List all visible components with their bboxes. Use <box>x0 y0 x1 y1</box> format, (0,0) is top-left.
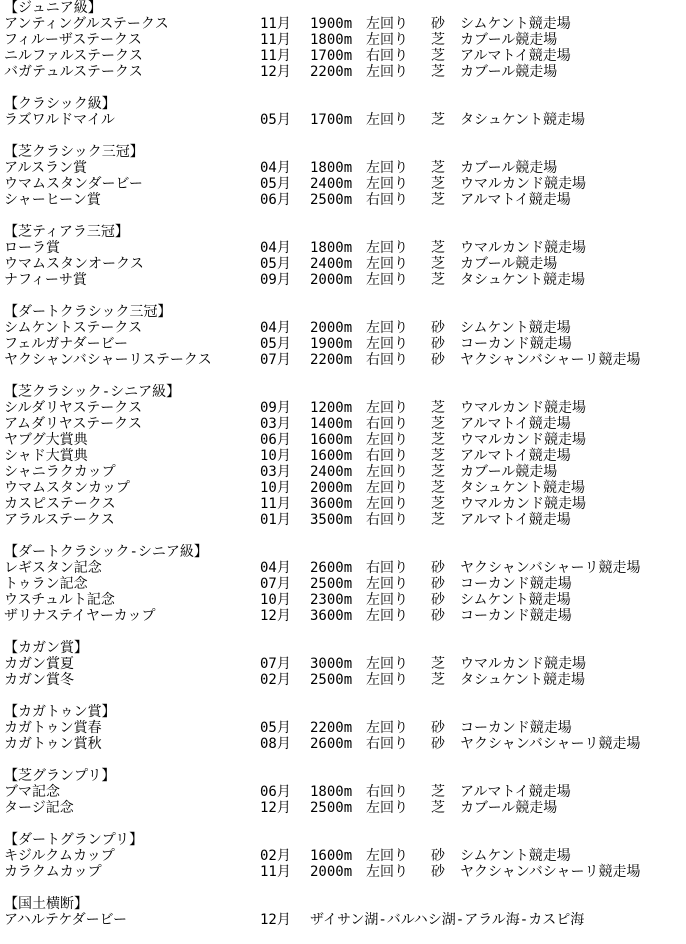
race-row <box>4 240 684 256</box>
race-row <box>4 352 684 368</box>
section-heading <box>4 832 684 848</box>
race-name: ブマ記念 <box>4 784 60 800</box>
section-heading <box>4 224 684 240</box>
race-month: 02月 <box>260 848 291 864</box>
race-surface: 芝 <box>431 112 445 128</box>
race-direction: 左回り <box>366 272 408 288</box>
section-heading <box>4 384 684 400</box>
race-venue: ウマルカンド競走場 <box>460 656 586 672</box>
race-row <box>4 608 684 624</box>
race-name: ウマムスタンカップ <box>4 480 130 496</box>
section-heading <box>4 768 684 784</box>
race-venue: シムケント競走場 <box>460 848 571 864</box>
race-surface: 芝 <box>431 480 445 496</box>
race-venue: シムケント競走場 <box>460 592 571 608</box>
race-name: フェルガナダービー <box>4 336 129 352</box>
race-distance: 2500m <box>310 192 353 208</box>
race-direction: 左回り <box>366 112 408 128</box>
race-distance: 2400m <box>310 176 353 192</box>
race-section <box>4 224 684 288</box>
section-heading <box>4 640 684 656</box>
race-surface: 砂 <box>431 320 445 336</box>
race-surface: 芝 <box>431 64 445 80</box>
race-name: シャニラクカップ <box>4 464 116 480</box>
race-surface: 砂 <box>431 608 445 624</box>
race-month: 06月 <box>260 192 291 208</box>
section-heading <box>4 304 684 320</box>
race-name: アルスラン賞 <box>4 160 88 176</box>
race-section <box>4 640 684 688</box>
race-month: 11月 <box>260 32 291 48</box>
race-distance: 3600m <box>310 608 353 624</box>
race-distance: 2400m <box>310 464 353 480</box>
race-direction: 右回り <box>366 448 408 464</box>
race-section <box>4 704 684 752</box>
race-row <box>4 720 684 736</box>
race-direction: 左回り <box>366 800 408 816</box>
race-name: アムダリヤステークス <box>4 416 143 432</box>
race-row <box>4 112 684 128</box>
race-surface: 砂 <box>431 864 445 880</box>
race-name: シャーヒーン賞 <box>4 192 101 208</box>
section-heading <box>4 544 684 560</box>
race-distance: 2200m <box>310 352 353 368</box>
race-row <box>4 48 684 64</box>
race-distance: 2400m <box>310 256 353 272</box>
race-row <box>4 480 684 496</box>
race-surface: 砂 <box>431 736 445 752</box>
race-direction: 右回り <box>366 352 408 368</box>
race-name: シャド大賞典 <box>4 448 88 464</box>
race-surface: 芝 <box>431 192 445 208</box>
race-surface: 芝 <box>431 448 445 464</box>
race-row <box>4 672 684 688</box>
race-row <box>4 736 684 752</box>
race-month: 09月 <box>260 272 291 288</box>
race-row <box>4 432 684 448</box>
race-month: 03月 <box>260 464 291 480</box>
race-surface: 砂 <box>431 336 445 352</box>
race-row <box>4 448 684 464</box>
race-month: 12月 <box>260 912 291 928</box>
race-venue: カブール競走場 <box>460 160 558 176</box>
race-name: シルダリヤステークス <box>4 400 143 416</box>
race-name: ナフィーサ賞 <box>4 272 87 288</box>
race-surface: 芝 <box>431 432 445 448</box>
race-route: ザイサン湖-バルハシ湖-アラル海-カスピ海 <box>310 912 585 928</box>
race-row <box>4 336 684 352</box>
section-heading-text: 【ダートグランプリ】 <box>4 832 144 848</box>
race-surface: 芝 <box>431 512 445 528</box>
race-name: カガン賞冬 <box>4 672 74 688</box>
race-row <box>4 848 684 864</box>
race-surface: 砂 <box>431 352 445 368</box>
race-venue: コーカンド競走場 <box>460 576 572 592</box>
race-direction: 左回り <box>366 592 408 608</box>
race-direction: 左回り <box>366 400 408 416</box>
race-surface: 砂 <box>431 560 445 576</box>
race-distance: 2200m <box>310 64 353 80</box>
race-row <box>4 256 684 272</box>
race-surface: 芝 <box>431 416 445 432</box>
race-section <box>4 304 684 368</box>
race-direction: 左回り <box>366 256 408 272</box>
race-row <box>4 320 684 336</box>
race-row <box>4 576 684 592</box>
race-distance: 2600m <box>310 560 353 576</box>
race-month: 12月 <box>260 608 291 624</box>
race-row <box>4 32 684 48</box>
race-schedule-document <box>4 0 684 944</box>
race-name: カラクムカップ <box>4 864 102 880</box>
race-month: 04月 <box>260 160 291 176</box>
race-name: カガトゥン賞春 <box>4 720 102 736</box>
race-name: ウマムスタンダービー <box>4 176 143 192</box>
race-venue: ヤクシャンバシャーリ競走場 <box>460 864 641 880</box>
race-month: 06月 <box>260 784 291 800</box>
race-distance: 2500m <box>310 800 353 816</box>
race-month: 04月 <box>260 560 291 576</box>
race-surface: 芝 <box>431 784 445 800</box>
race-month: 12月 <box>260 800 291 816</box>
race-section <box>4 0 684 80</box>
race-surface: 芝 <box>431 176 445 192</box>
race-row <box>4 64 684 80</box>
race-surface: 芝 <box>431 672 445 688</box>
race-distance: 1900m <box>310 16 353 32</box>
race-distance: 2600m <box>310 736 353 752</box>
race-surface: 芝 <box>431 48 445 64</box>
race-name: レギスタン記念 <box>4 560 102 576</box>
race-name: フィルーザステークス <box>4 32 142 48</box>
race-surface: 砂 <box>431 16 445 32</box>
race-month: 11月 <box>260 864 291 880</box>
race-name: タージ記念 <box>4 800 74 816</box>
race-month: 12月 <box>260 64 291 80</box>
section-heading <box>4 896 684 912</box>
race-distance: 1800m <box>310 784 353 800</box>
race-direction: 左回り <box>366 656 408 672</box>
race-row <box>4 656 684 672</box>
section-heading-text: 【芝グランプリ】 <box>4 768 116 784</box>
race-direction: 右回り <box>366 192 408 208</box>
race-surface: 砂 <box>431 848 445 864</box>
race-distance: 1800m <box>310 160 353 176</box>
race-venue: シムケント競走場 <box>460 320 571 336</box>
race-direction: 左回り <box>366 240 408 256</box>
race-direction: 左回り <box>366 464 408 480</box>
section-heading-text: 【ジュニア級】 <box>4 0 102 16</box>
race-direction: 左回り <box>366 64 408 80</box>
race-name: ウスチュルト記念 <box>4 592 115 608</box>
section-heading-text: 【芝クラシック-シニア級】 <box>4 384 181 400</box>
race-distance: 2500m <box>310 672 353 688</box>
race-surface: 芝 <box>431 656 445 672</box>
race-month: 07月 <box>260 576 291 592</box>
race-section <box>4 768 684 816</box>
race-direction: 右回り <box>366 784 408 800</box>
race-distance: 1600m <box>310 848 353 864</box>
race-venue: カブール競走場 <box>460 64 558 80</box>
section-heading-text: 【国土横断】 <box>4 896 88 912</box>
race-name: ローラ賞 <box>4 240 60 256</box>
race-distance: 1800m <box>310 240 353 256</box>
race-direction: 右回り <box>366 512 408 528</box>
section-heading-text: 【ダートクラシック三冠】 <box>4 304 172 320</box>
race-distance: 2200m <box>310 720 353 736</box>
race-direction: 左回り <box>366 848 408 864</box>
race-month: 05月 <box>260 256 291 272</box>
race-section <box>4 544 684 624</box>
race-direction: 左回り <box>366 160 408 176</box>
section-heading-text: 【クラシック級】 <box>4 96 116 112</box>
race-venue: コーカンド競走場 <box>460 608 572 624</box>
race-month: 07月 <box>260 352 291 368</box>
race-row <box>4 496 684 512</box>
race-month: 03月 <box>260 416 291 432</box>
race-month: 11月 <box>260 48 291 64</box>
race-row <box>4 16 684 32</box>
race-name: トゥラン記念 <box>4 576 88 592</box>
race-row <box>4 176 684 192</box>
race-row <box>4 400 684 416</box>
race-distance: 3600m <box>310 496 353 512</box>
race-venue: ヤクシャンバシャーリ競走場 <box>460 736 641 752</box>
race-venue: カブール競走場 <box>460 32 558 48</box>
race-venue: ヤクシャンバシャーリ競走場 <box>460 560 641 576</box>
race-direction: 左回り <box>366 496 408 512</box>
race-month: 10月 <box>260 448 291 464</box>
race-section <box>4 896 684 928</box>
race-name: シムケントステークス <box>4 320 143 336</box>
section-heading-text: 【カガトゥン賞】 <box>4 704 116 720</box>
race-direction: 左回り <box>366 176 408 192</box>
section-heading <box>4 96 684 112</box>
race-venue: カブール競走場 <box>460 800 558 816</box>
race-venue: シムケント競走場 <box>460 16 571 32</box>
race-venue: アルマトイ競走場 <box>460 416 571 432</box>
race-surface: 芝 <box>431 240 445 256</box>
race-row <box>4 416 684 432</box>
race-name: ニルファルステークス <box>4 48 143 64</box>
race-direction: 左回り <box>366 608 408 624</box>
race-name: カスピステークス <box>4 496 116 512</box>
race-row <box>4 160 684 176</box>
race-row <box>4 464 684 480</box>
race-month: 02月 <box>260 672 291 688</box>
race-name: ヤクシャンバシャーリステークス <box>4 352 212 368</box>
section-heading-text: 【芝ティアラ三冠】 <box>4 224 129 240</box>
section-heading-text: 【芝クラシック三冠】 <box>4 144 144 160</box>
race-venue: コーカンド競走場 <box>460 336 572 352</box>
race-row <box>4 912 684 928</box>
race-row <box>4 784 684 800</box>
race-month: 05月 <box>260 176 291 192</box>
race-distance: 2000m <box>310 480 353 496</box>
race-direction: 左回り <box>366 864 408 880</box>
race-distance: 1600m <box>310 432 353 448</box>
race-direction: 左回り <box>366 480 408 496</box>
race-direction: 左回り <box>366 672 408 688</box>
race-name: ウマムスタンオークス <box>4 256 144 272</box>
race-direction: 右回り <box>366 48 408 64</box>
race-name: カガン賞夏 <box>4 656 74 672</box>
race-venue: タシュケント競走場 <box>460 112 586 128</box>
race-venue: ウマルカンド競走場 <box>460 432 586 448</box>
race-distance: 1900m <box>310 336 353 352</box>
race-venue: コーカンド競走場 <box>460 720 572 736</box>
race-surface: 芝 <box>431 800 445 816</box>
race-name: バガテュルステークス <box>4 64 143 80</box>
race-distance: 1200m <box>310 400 353 416</box>
race-venue: ウマルカンド競走場 <box>460 400 586 416</box>
race-section <box>4 144 684 208</box>
race-month: 04月 <box>260 240 291 256</box>
race-name: キジルクムカップ <box>4 848 115 864</box>
race-distance: 2000m <box>310 864 353 880</box>
race-month: 11月 <box>260 496 291 512</box>
race-venue: アルマトイ競走場 <box>460 784 571 800</box>
race-distance: 2500m <box>310 576 353 592</box>
race-month: 06月 <box>260 432 291 448</box>
race-distance: 1400m <box>310 416 353 432</box>
race-name: アンティングルステークス <box>4 16 169 32</box>
race-distance: 2300m <box>310 592 353 608</box>
section-heading <box>4 704 684 720</box>
race-direction: 左回り <box>366 320 408 336</box>
race-section <box>4 384 684 528</box>
section-heading <box>4 144 684 160</box>
race-name: ザリナステイヤーカップ <box>4 608 156 624</box>
race-section <box>4 96 684 128</box>
race-venue: ウマルカンド競走場 <box>460 240 586 256</box>
race-venue: タシュケント競走場 <box>460 480 586 496</box>
race-distance: 1600m <box>310 448 353 464</box>
race-row <box>4 864 684 880</box>
race-row <box>4 800 684 816</box>
race-surface: 芝 <box>431 256 445 272</box>
race-surface: 芝 <box>431 464 445 480</box>
race-direction: 左回り <box>366 16 408 32</box>
race-venue: カブール競走場 <box>460 464 558 480</box>
race-row <box>4 192 684 208</box>
race-distance: 2000m <box>310 272 353 288</box>
race-surface: 芝 <box>431 32 445 48</box>
race-month: 07月 <box>260 656 291 672</box>
race-month: 04月 <box>260 320 291 336</box>
race-month: 10月 <box>260 592 291 608</box>
race-distance: 1700m <box>310 48 353 64</box>
race-venue: アルマトイ競走場 <box>460 192 571 208</box>
race-distance: 3500m <box>310 512 353 528</box>
race-venue: タシュケント競走場 <box>460 672 586 688</box>
race-month: 05月 <box>260 336 291 352</box>
race-month: 05月 <box>260 112 291 128</box>
race-surface: 芝 <box>431 272 445 288</box>
race-surface: 芝 <box>431 400 445 416</box>
race-distance: 1800m <box>310 32 353 48</box>
race-direction: 左回り <box>366 432 408 448</box>
race-venue: ウマルカンド競走場 <box>460 496 586 512</box>
race-row <box>4 592 684 608</box>
race-venue: アルマトイ競走場 <box>460 512 571 528</box>
race-venue: タシュケント競走場 <box>460 272 586 288</box>
race-direction: 左回り <box>366 576 408 592</box>
race-venue: ウマルカンド競走場 <box>460 176 586 192</box>
race-direction: 右回り <box>366 560 408 576</box>
race-direction: 右回り <box>366 416 408 432</box>
race-surface: 砂 <box>431 592 445 608</box>
race-venue: カブール競走場 <box>460 256 558 272</box>
race-row <box>4 512 684 528</box>
race-name: ラズワルドマイル <box>4 112 115 128</box>
race-distance: 2000m <box>310 320 353 336</box>
race-distance: 1700m <box>310 112 353 128</box>
section-heading-text: 【ダートクラシック-シニア級】 <box>4 544 208 560</box>
race-direction: 右回り <box>366 736 408 752</box>
race-name: アラルステークス <box>4 512 115 528</box>
race-venue: ヤクシャンバシャーリ競走場 <box>460 352 641 368</box>
race-month: 11月 <box>260 16 291 32</box>
race-month: 01月 <box>260 512 291 528</box>
race-name: カガトゥン賞秋 <box>4 736 102 752</box>
race-row <box>4 560 684 576</box>
race-month: 10月 <box>260 480 291 496</box>
section-heading-text: 【カガン賞】 <box>4 640 88 656</box>
race-name: アハルテケダービー <box>4 912 128 928</box>
race-row <box>4 272 684 288</box>
race-month: 09月 <box>260 400 291 416</box>
race-distance: 3000m <box>310 656 353 672</box>
race-direction: 左回り <box>366 32 408 48</box>
race-direction: 左回り <box>366 720 408 736</box>
race-surface: 芝 <box>431 160 445 176</box>
race-month: 05月 <box>260 720 291 736</box>
race-venue: アルマトイ競走場 <box>460 448 571 464</box>
section-heading <box>4 0 684 16</box>
race-venue: アルマトイ競走場 <box>460 48 571 64</box>
race-month: 08月 <box>260 736 291 752</box>
race-surface: 芝 <box>431 496 445 512</box>
race-surface: 砂 <box>431 720 445 736</box>
race-direction: 左回り <box>366 336 408 352</box>
race-surface: 砂 <box>431 576 445 592</box>
race-section <box>4 832 684 880</box>
race-name: ヤブグ大賞典 <box>4 432 88 448</box>
